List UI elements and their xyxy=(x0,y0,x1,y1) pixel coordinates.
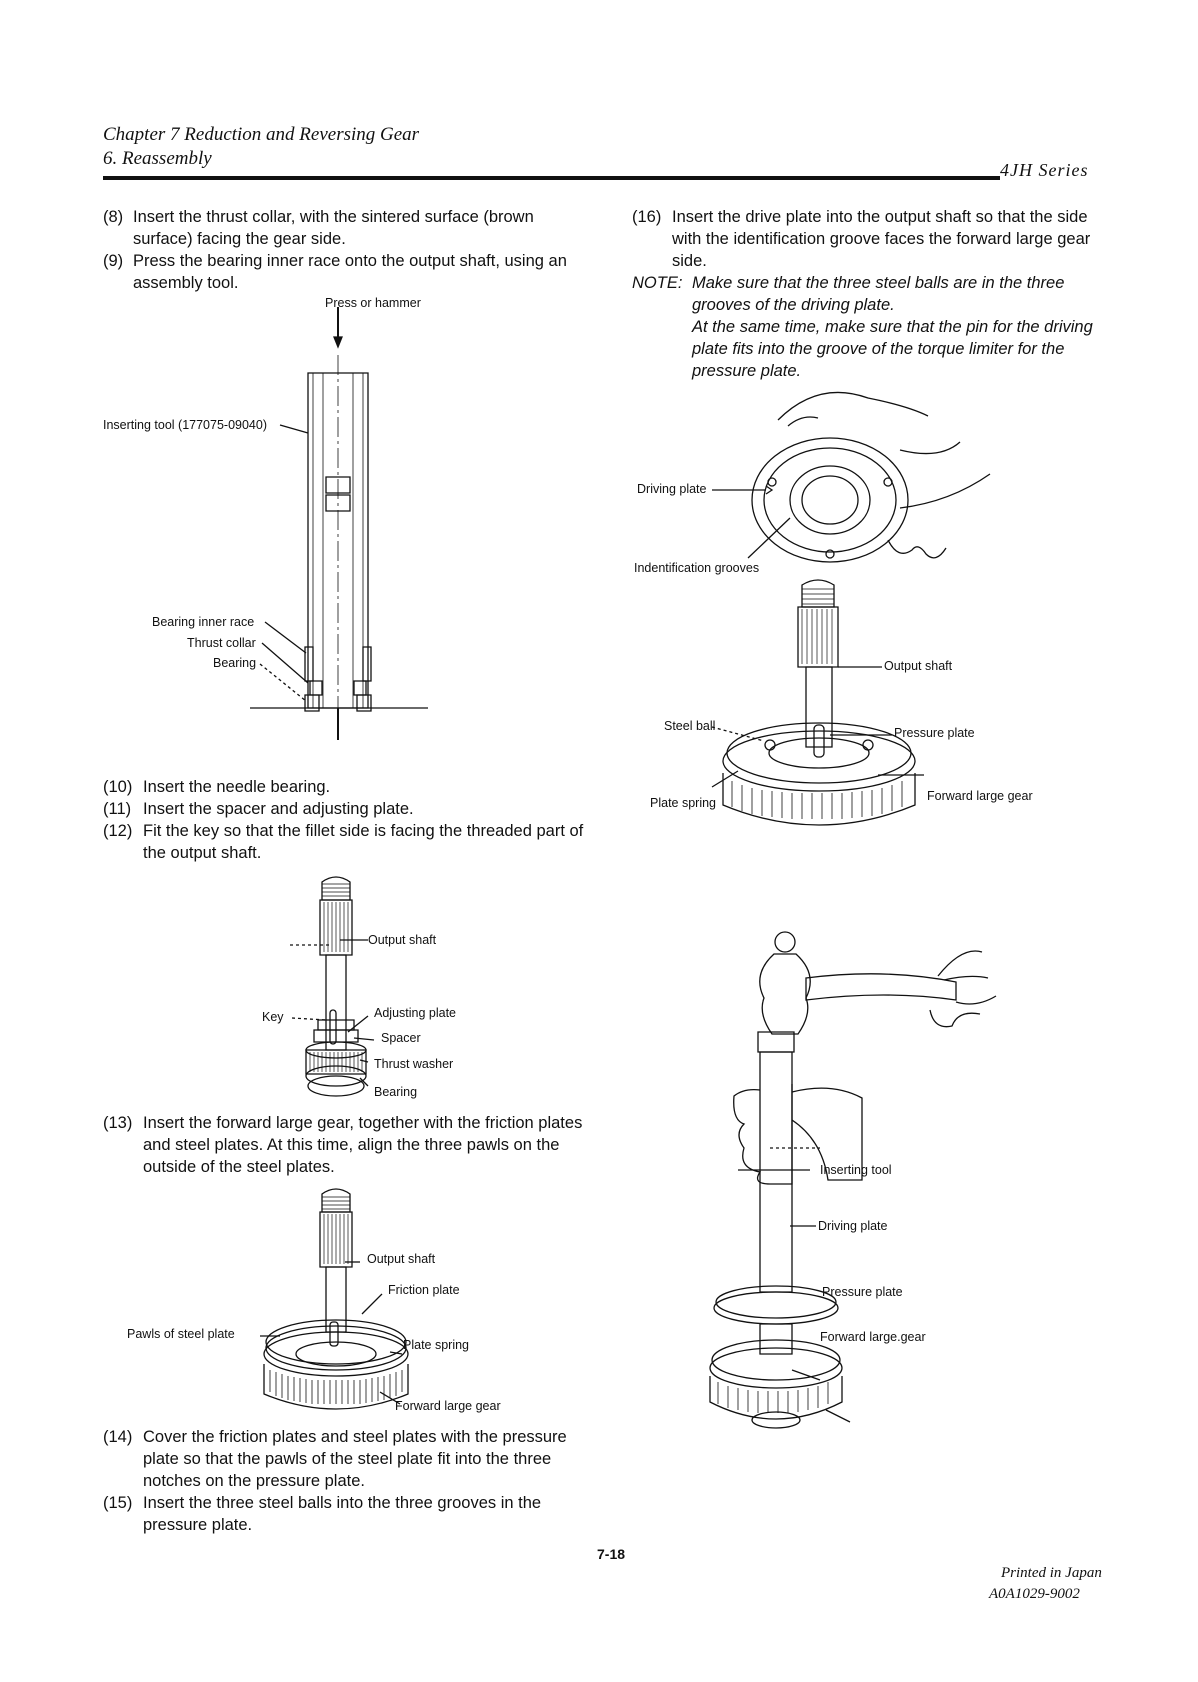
note-line-1: Make sure that the three steel balls are in the three grooves of the driving plate. xyxy=(692,274,1065,314)
note-line-2: At the same time, make sure that the pin for the driving plate fits into the groove of the torque limiter for the pressure plate. xyxy=(692,318,1093,380)
label-adjusting-plate: Adjusting plate xyxy=(374,1006,457,1020)
label-output-shaft-1: Output shaft xyxy=(368,933,437,947)
step-16: (16) Insert the drive plate into the output shaft so that the side with the identification groove faces the forward large gear side. xyxy=(632,208,1091,270)
step-12: (12) Fit the key so that the fillet side is facing the threaded part of the output shaft. xyxy=(103,822,584,862)
inserting-tool-drawing xyxy=(100,305,430,740)
label-inserting-tool-2: Inserting tool xyxy=(820,1163,892,1177)
label-thrust-washer: Thrust washer xyxy=(374,1057,454,1071)
document-code: A0A1029-9002 xyxy=(989,1586,1080,1602)
label-inserting-tool: Inserting tool (177075-09040) xyxy=(103,418,268,432)
large-gear-drawing xyxy=(250,1182,550,1422)
label-bearing: Bearing xyxy=(213,656,257,670)
step-8: (8) Insert the thrust collar, with the sintered surface (brown surface) facing the gear side. xyxy=(103,208,534,248)
series-label: 4JH Series xyxy=(1000,160,1089,180)
label-pawls: Pawls of steel plate xyxy=(127,1327,235,1341)
label-driving-plate-1: Driving plate xyxy=(637,482,707,496)
printed-in-japan: Printed in Japan xyxy=(1001,1565,1102,1581)
note-label: NOTE: xyxy=(632,274,683,292)
step-15: (15) Insert the three steel balls into the three grooves in the pressure plate. xyxy=(103,1494,542,1534)
label-pressure-plate-2: Pressure plate xyxy=(822,1285,903,1299)
label-pressure-plate-1: Pressure plate xyxy=(894,726,975,740)
label-forward-gear-3: Forward large.gear xyxy=(820,1330,926,1344)
page-number: 7-18 xyxy=(597,1546,626,1562)
step-10: (10) Insert the needle bearing. xyxy=(103,778,331,796)
label-press-hammer: Press or hammer xyxy=(325,296,421,310)
label-plate-spring-1: Plate spring xyxy=(403,1338,470,1352)
label-spacer: Spacer xyxy=(381,1031,421,1045)
label-forward-gear-1: Forward large gear xyxy=(395,1399,501,1413)
label-friction-plate: Friction plate xyxy=(388,1283,460,1297)
step-13: (13) Insert the forward large gear, together with the friction plates and steel plates. At this time, align the three pawls on the outside of the steel plates. xyxy=(103,1114,583,1176)
label-bearing-2: Bearing xyxy=(374,1085,418,1099)
driving-plate-drawing xyxy=(630,390,1010,570)
label-identification-grooves: Indentification grooves xyxy=(634,561,760,575)
label-forward-gear-2: Forward large gear xyxy=(927,789,1033,803)
header-rule xyxy=(103,176,1000,180)
label-steel-ball: Steel ball xyxy=(664,719,716,733)
step-14: (14) Cover the friction plates and steel plates with the pressure plate so that the pawls of the steel plate fit into the three notches on the pressure plate. xyxy=(103,1428,567,1490)
label-output-shaft-2: Output shaft xyxy=(367,1252,436,1266)
note-block xyxy=(632,272,1112,382)
label-bearing-inner-race: Bearing inner race xyxy=(152,615,255,629)
step-11: (11) Insert the spacer and adjusting plate. xyxy=(103,800,414,818)
label-driving-plate-2: Driving plate xyxy=(818,1219,888,1233)
chapter-title: Chapter 7 Reduction and Reversing Gear xyxy=(103,124,420,145)
section-title: 6. Reassembly xyxy=(103,148,212,169)
hammer-tool-drawing xyxy=(730,930,1030,1435)
label-output-shaft-3: Output shaft xyxy=(884,659,953,673)
label-plate-spring-2: Plate spring xyxy=(650,796,717,810)
step-9: (9) Press the bearing inner race onto the output shaft, using an assembly tool. xyxy=(103,252,567,292)
label-thrust-collar: Thrust collar xyxy=(187,636,256,650)
label-key: Key xyxy=(262,1010,284,1024)
